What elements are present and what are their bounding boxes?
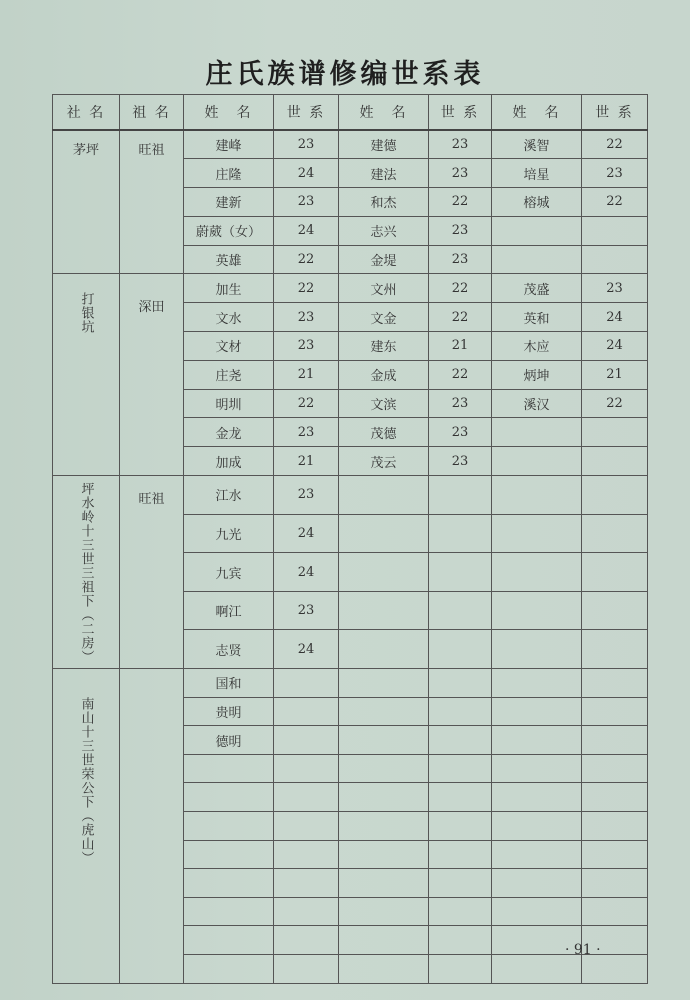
generation-cell: 23: [429, 389, 492, 418]
generation-cell: [582, 754, 648, 783]
generation-cell: [274, 955, 339, 984]
member-name-cell: [339, 630, 429, 669]
generation-cell: [582, 216, 648, 245]
generation-cell: 24: [274, 514, 339, 553]
generation-cell: [582, 630, 648, 669]
member-name-cell: [492, 447, 582, 476]
member-name-cell: 木应: [492, 332, 582, 361]
member-name-cell: 建德: [339, 130, 429, 159]
genealogy-table: [52, 94, 648, 984]
member-name-cell: 江水: [184, 476, 274, 515]
generation-cell: [274, 754, 339, 783]
generation-cell: [582, 697, 648, 726]
member-name-cell: 文滨: [339, 389, 429, 418]
generation-cell: 23: [582, 274, 648, 303]
generation-cell: [429, 869, 492, 898]
member-name-cell: 啊江: [184, 591, 274, 630]
generation-cell: 22: [429, 303, 492, 332]
member-name-cell: 炳坤: [492, 360, 582, 389]
generation-cell: [429, 553, 492, 592]
table-row: [53, 274, 648, 303]
member-name-cell: 金成: [339, 360, 429, 389]
she-name: 坪水岭十三世三祖下（二房）: [78, 482, 94, 665]
member-name-cell: [339, 754, 429, 783]
member-name-cell: 德明: [184, 726, 274, 755]
member-name-cell: 文水: [184, 303, 274, 332]
generation-cell: [274, 897, 339, 926]
generation-cell: 22: [429, 274, 492, 303]
generation-cell: 23: [274, 188, 339, 217]
member-name-cell: 溪汉: [492, 389, 582, 418]
header-name-1: 姓 名: [184, 95, 274, 131]
member-name-cell: 金龙: [184, 418, 274, 447]
page-number: · 91 ·: [565, 942, 601, 958]
generation-cell: 23: [274, 476, 339, 515]
member-name-cell: [339, 926, 429, 955]
generation-cell: 23: [274, 332, 339, 361]
generation-cell: [429, 669, 492, 698]
member-name-cell: [184, 812, 274, 841]
generation-cell: [429, 726, 492, 755]
member-name-cell: 志兴: [339, 216, 429, 245]
header-generation-3: 世 系: [582, 95, 648, 131]
she-name-cell: [53, 274, 120, 476]
generation-cell: [582, 869, 648, 898]
member-name-cell: 茂云: [339, 447, 429, 476]
member-name-cell: [492, 812, 582, 841]
zu-name: 旺祖: [138, 143, 165, 158]
member-name-cell: 茂盛: [492, 274, 582, 303]
generation-cell: [429, 897, 492, 926]
generation-cell: [582, 897, 648, 926]
generation-cell: [582, 783, 648, 812]
member-name-cell: [184, 783, 274, 812]
generation-cell: 22: [582, 130, 648, 159]
generation-cell: [274, 812, 339, 841]
she-name-cell: [53, 130, 120, 274]
member-name-cell: 溪智: [492, 130, 582, 159]
generation-cell: 23: [429, 447, 492, 476]
member-name-cell: 加成: [184, 447, 274, 476]
generation-cell: 23: [429, 418, 492, 447]
member-name-cell: [184, 869, 274, 898]
member-name-cell: [492, 754, 582, 783]
member-name-cell: [184, 754, 274, 783]
member-name-cell: 庄尧: [184, 360, 274, 389]
generation-cell: 23: [429, 159, 492, 188]
generation-cell: [429, 840, 492, 869]
member-name-cell: [339, 476, 429, 515]
header-zu-name: 祖 名: [120, 95, 184, 131]
zu-name-cell: [120, 476, 184, 669]
she-name-cell: [53, 476, 120, 669]
generation-cell: [429, 514, 492, 553]
table-body: [53, 130, 648, 983]
member-name-cell: [492, 591, 582, 630]
member-name-cell: [492, 897, 582, 926]
generation-cell: 23: [429, 216, 492, 245]
member-name-cell: [339, 783, 429, 812]
member-name-cell: 志贤: [184, 630, 274, 669]
member-name-cell: [184, 840, 274, 869]
member-name-cell: [339, 840, 429, 869]
generation-cell: [582, 669, 648, 698]
member-name-cell: [492, 783, 582, 812]
table-row: [53, 476, 648, 515]
generation-cell: 21: [274, 447, 339, 476]
member-name-cell: 榕城: [492, 188, 582, 217]
member-name-cell: 和杰: [339, 188, 429, 217]
generation-cell: 23: [274, 303, 339, 332]
generation-cell: [582, 514, 648, 553]
member-name-cell: 蔚葳（女）: [184, 216, 274, 245]
member-name-cell: 九光: [184, 514, 274, 553]
member-name-cell: 庄隆: [184, 159, 274, 188]
generation-cell: [429, 754, 492, 783]
generation-cell: 21: [429, 332, 492, 361]
generation-cell: 22: [582, 389, 648, 418]
page-title: 庄氏族谱修编世系表: [205, 59, 485, 90]
member-name-cell: [184, 926, 274, 955]
generation-cell: 23: [429, 245, 492, 274]
generation-cell: [582, 447, 648, 476]
generation-cell: 24: [274, 159, 339, 188]
generation-cell: 23: [429, 130, 492, 159]
generation-cell: 22: [582, 188, 648, 217]
generation-cell: 24: [274, 630, 339, 669]
member-name-cell: [184, 955, 274, 984]
member-name-cell: 文州: [339, 274, 429, 303]
generation-cell: 23: [274, 591, 339, 630]
she-name: 打银坑: [78, 292, 94, 335]
member-name-cell: [339, 669, 429, 698]
generation-cell: [429, 697, 492, 726]
member-name-cell: [492, 840, 582, 869]
table-row: [53, 669, 648, 698]
generation-cell: [582, 245, 648, 274]
member-name-cell: [339, 869, 429, 898]
generation-cell: 21: [274, 360, 339, 389]
generation-cell: 24: [274, 553, 339, 592]
member-name-cell: [339, 514, 429, 553]
member-name-cell: 文金: [339, 303, 429, 332]
generation-cell: 22: [274, 389, 339, 418]
generation-cell: [429, 783, 492, 812]
member-name-cell: [339, 955, 429, 984]
member-name-cell: [339, 697, 429, 726]
member-name-cell: [492, 726, 582, 755]
header-name-2: 姓 名: [339, 95, 429, 131]
generation-cell: [582, 418, 648, 447]
generation-cell: [274, 840, 339, 869]
zu-name-cell: [120, 130, 184, 274]
she-name: 南山十三世荣公下（虎山）: [78, 697, 94, 866]
member-name-cell: [492, 869, 582, 898]
generation-cell: [582, 812, 648, 841]
generation-cell: [582, 476, 648, 515]
generation-cell: [274, 697, 339, 726]
member-name-cell: 金堤: [339, 245, 429, 274]
header-name-3: 姓 名: [492, 95, 582, 131]
member-name-cell: 建法: [339, 159, 429, 188]
generation-cell: [429, 476, 492, 515]
generation-cell: [429, 630, 492, 669]
member-name-cell: 建东: [339, 332, 429, 361]
member-name-cell: [492, 553, 582, 592]
member-name-cell: 国和: [184, 669, 274, 698]
member-name-cell: [339, 591, 429, 630]
member-name-cell: 茂德: [339, 418, 429, 447]
zu-name: 深田: [138, 300, 165, 316]
member-name-cell: 建新: [184, 188, 274, 217]
she-name-cell: [53, 669, 120, 984]
member-name-cell: [492, 245, 582, 274]
generation-cell: [582, 553, 648, 592]
member-name-cell: 贵明: [184, 697, 274, 726]
generation-cell: 22: [429, 188, 492, 217]
member-name-cell: [492, 418, 582, 447]
member-name-cell: 加生: [184, 274, 274, 303]
header-she-name: 社 名: [53, 95, 120, 131]
member-name-cell: 九宾: [184, 553, 274, 592]
member-name-cell: [339, 812, 429, 841]
member-name-cell: 培星: [492, 159, 582, 188]
generation-cell: [274, 869, 339, 898]
she-name: 茅坪: [72, 143, 99, 158]
member-name-cell: 英雄: [184, 245, 274, 274]
member-name-cell: 英和: [492, 303, 582, 332]
generation-cell: [429, 812, 492, 841]
member-name-cell: [339, 726, 429, 755]
generation-cell: 24: [274, 216, 339, 245]
zu-name-cell: [120, 669, 184, 984]
generation-cell: [274, 726, 339, 755]
generation-cell: [582, 955, 648, 984]
table-row: [53, 130, 648, 159]
member-name-cell: [492, 630, 582, 669]
header-generation-2: 世 系: [429, 95, 492, 131]
generation-cell: 22: [274, 245, 339, 274]
generation-cell: [582, 840, 648, 869]
generation-cell: [429, 591, 492, 630]
generation-cell: [274, 783, 339, 812]
member-name-cell: 明圳: [184, 389, 274, 418]
generation-cell: [582, 726, 648, 755]
member-name-cell: [492, 697, 582, 726]
member-name-cell: 文材: [184, 332, 274, 361]
generation-cell: [274, 669, 339, 698]
generation-cell: 24: [582, 303, 648, 332]
generation-cell: 23: [274, 418, 339, 447]
generation-cell: 22: [274, 274, 339, 303]
member-name-cell: [492, 955, 582, 984]
generation-cell: 23: [274, 130, 339, 159]
header-generation-1: 世 系: [274, 95, 339, 131]
zu-name: 旺祖: [138, 492, 165, 508]
generation-cell: 23: [582, 159, 648, 188]
member-name-cell: [492, 514, 582, 553]
generation-cell: [429, 926, 492, 955]
member-name-cell: 建峰: [184, 130, 274, 159]
member-name-cell: [339, 553, 429, 592]
member-name-cell: [184, 897, 274, 926]
member-name-cell: [492, 669, 582, 698]
generation-cell: [274, 926, 339, 955]
generation-cell: 22: [429, 360, 492, 389]
zu-name-cell: [120, 274, 184, 476]
member-name-cell: [492, 476, 582, 515]
member-name-cell: [339, 897, 429, 926]
generation-cell: 21: [582, 360, 648, 389]
generation-cell: [429, 955, 492, 984]
header-row: [53, 95, 648, 131]
generation-cell: [582, 591, 648, 630]
member-name-cell: [492, 216, 582, 245]
generation-cell: 24: [582, 332, 648, 361]
